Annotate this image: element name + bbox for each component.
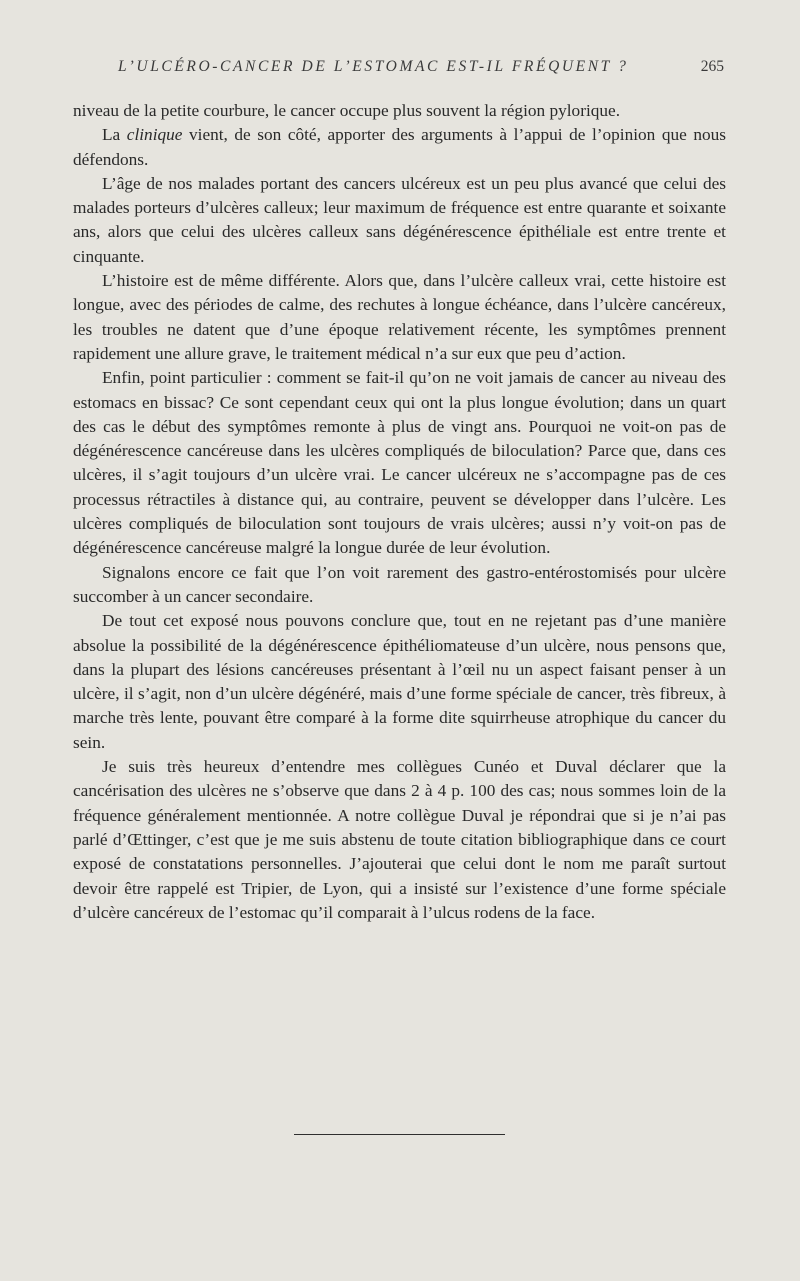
running-header bbox=[118, 58, 724, 76]
text-run: L’histoire est de même différente. Alors que, dans l’ulcère calleux vrai, cette histoire est longue, avec des périodes de calme, des rechutes à longue échéance, dans l’ulcère cancéreux, les troubles ne datent que d’une époque relativement récente, les symptômes prennent rapidement une allure grave, le traitement médical n’a sur eux que peu d’action. bbox=[73, 271, 726, 363]
running-title: L’ULCÉRO-CANCER DE L’ESTOMAC EST-IL FRÉQUENT ? bbox=[118, 58, 629, 75]
paragraph bbox=[73, 366, 726, 560]
text-run: L’âge de nos malades portant des cancers ulcéreux est un peu plus avancé que celui des malades porteurs d’ulcères calleux; leur maximum de fréquence est entre quarante et soixante ans, alors que celui des ulcères calleux sans dégénérescence épithéliale est entre trente et cinquante. bbox=[73, 173, 726, 266]
paragraph bbox=[73, 755, 726, 925]
italic-text: clinique bbox=[126, 125, 183, 145]
text-run: Je suis très heureux d’entendre mes collègues Cunéo et Duval déclarer que la cancérisation des ulcères ne s’observe que dans 2 à 4 p. 100 des cas; nous sommes loin de la fréquence généralement mentionnée. A notre collègue Duval je répondrai que si je n’ai pas parlé d’Œttinger, c’est que je me suis abstenu de toute citation bibliographique dans ce court exposé de constatations personnelles. J’ajouterai que celui dont le nom me paraît surtout devoir être rappelé est Tripier, de Lyon, qui a insisté sur l’existence d’une forme spéciale d’ulcère cancéreux de l’estomac qu’il comparait à l’ulcus rodens de la face. bbox=[73, 757, 726, 922]
page-number: 265 bbox=[700, 58, 724, 75]
end-rule bbox=[294, 1134, 505, 1135]
text-run: vient, de son côté, apporter des arguments à l’appui de l’opinion que nous défendons. bbox=[73, 125, 727, 169]
paragraph bbox=[73, 269, 726, 366]
paragraph bbox=[73, 123, 726, 172]
body-text bbox=[73, 99, 726, 925]
paragraph bbox=[73, 609, 726, 755]
text-run: niveau de la petite courbure, le cancer occupe plus souvent la région pylorique. bbox=[73, 101, 621, 120]
text-run: De tout cet exposé nous pouvons conclure que, tout en ne rejetant pas d’une manière absolue la possibilité de la dégénérescence épithéliomateuse d’un ulcère, nous pensons que, dans la plupart des lésions cancéreuses présentant à l’œil nu un aspect faisant penser à un ulcère, il s’agit, non d’un ulcère dégénéré, mais d’une forme spéciale de cancer, très fibreux, à marche très lente, pouvant être comparé à la forme dite squirrheuse atrophique du cancer du sein. bbox=[73, 611, 726, 752]
text-run: Signalons encore ce fait que l’on voit rarement des gastro-entérostomisés pour ulcère succomber à un cancer secondaire. bbox=[73, 562, 726, 606]
paragraph bbox=[73, 561, 726, 610]
text-run: Enfin, point particulier : comment se fait-il qu’on ne voit jamais de cancer au niveau des estomacs en bissac? Ce sont cependant ceux qui ont la plus longue évolution; dans un quart des cas le début des symptômes remonte à plus de vingt ans. Pourquoi ne voit-on pas de dégénérescence cancéreuse dans les ulcères compliqués de biloculation? Parce que, dans ces ulcères, il s’agit toujours d’un ulcère vrai. Le cancer ulcéreux ne s’accompagne pas de ces processus rétractiles à distance qui, au contraire, peuvent se développer dans l’ulcère. Les ulcères compliqués de biloculation sont toujours de vrais ulcères; aussi n’y voit-on pas de dégénérescence cancéreuse malgré la longue durée de leur évolution. bbox=[73, 368, 726, 558]
text-run: La bbox=[102, 125, 127, 145]
paragraph bbox=[73, 99, 726, 123]
paragraph bbox=[73, 172, 726, 269]
